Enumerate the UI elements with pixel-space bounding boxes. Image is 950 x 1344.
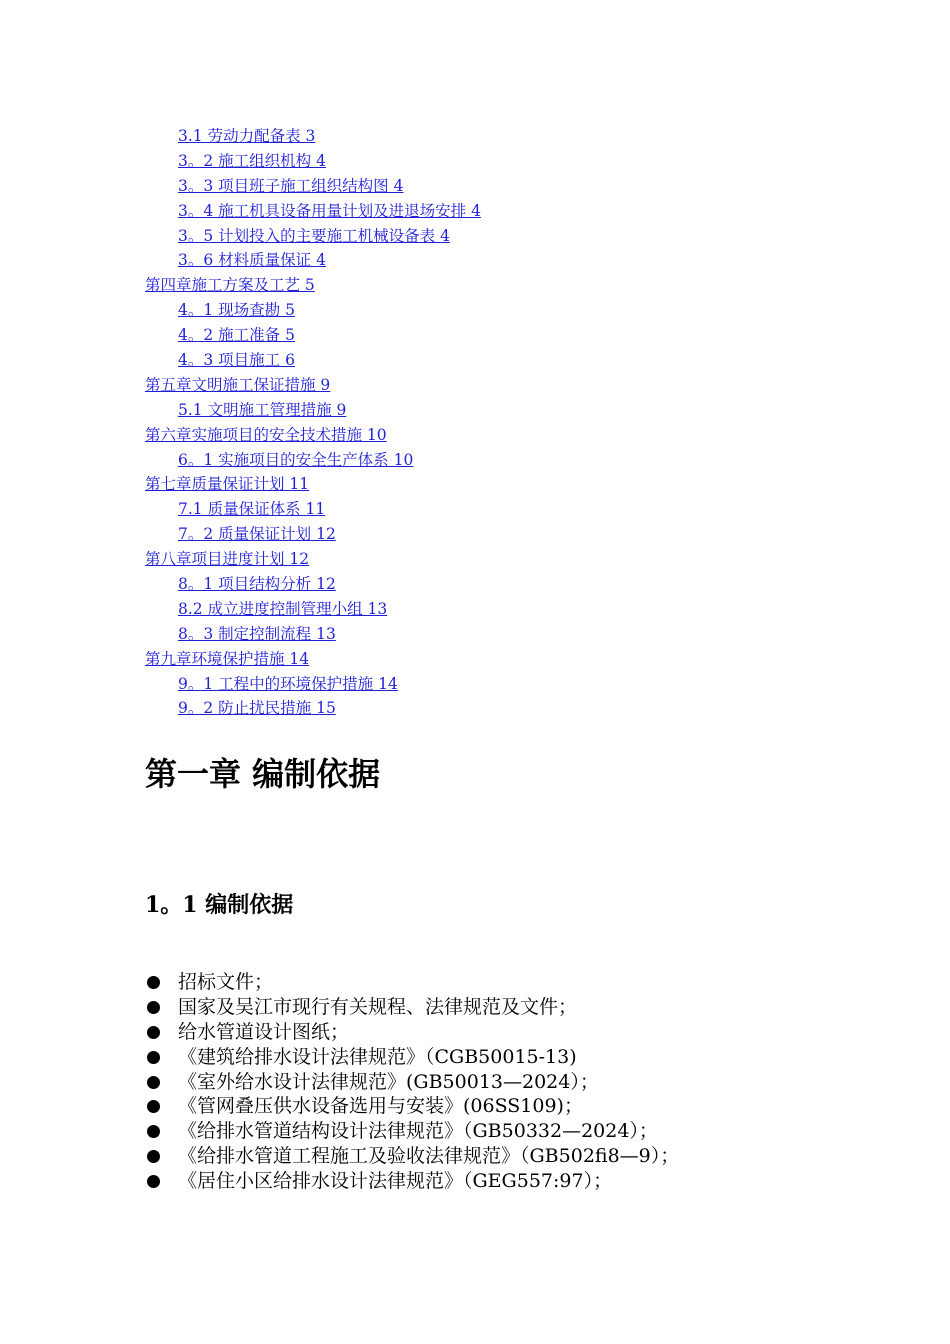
list-item — [145, 1045, 679, 1070]
toc-entry — [145, 647, 865, 672]
toc-section-link[interactable]: 4。1 现场查勘 5 — [178, 301, 295, 320]
bullet-icon — [147, 1076, 160, 1089]
toc-entry — [145, 149, 865, 174]
list-item — [145, 1020, 679, 1045]
list-item-text: 《给排水管道结构设计法律规范》（GB50332—2024）； — [178, 1120, 658, 1143]
bullet-icon — [147, 1175, 160, 1188]
list-item — [145, 970, 679, 995]
list-item-text: 《室外给水设计法律规范》(GB50013—2024）； — [178, 1070, 599, 1093]
bullet-icon — [147, 1125, 160, 1138]
list-item — [145, 1070, 679, 1095]
list-item — [145, 1119, 679, 1144]
toc-entry — [145, 622, 865, 647]
toc-entry — [145, 423, 865, 448]
toc-chapter-link[interactable]: 第四章施工方案及工艺 5 — [145, 276, 315, 295]
toc-entry — [145, 298, 865, 323]
toc-section-link[interactable]: 3.1 劳动力配备表 3 — [178, 127, 316, 145]
basis-list — [145, 970, 679, 1194]
toc-entry — [145, 597, 865, 622]
toc-chapter-link[interactable]: 第七章质量保证计划 11 — [145, 475, 310, 494]
toc-section-link[interactable]: 3。4 施工机具设备用量计划及进退场安排 4 — [178, 201, 481, 220]
toc-entry — [145, 472, 865, 497]
bullet-icon — [147, 1026, 160, 1039]
toc-section-link[interactable]: 8。3 制定控制流程 13 — [178, 624, 336, 643]
list-item-text: 《给排水管道工程施工及验收法律规范》（GB502fi8—9）； — [178, 1145, 680, 1168]
bullet-icon — [147, 1051, 160, 1064]
toc-entry — [145, 323, 865, 348]
toc-section-link[interactable]: 6。1 实施项目的安全生产体系 10 — [178, 450, 414, 469]
chapter-title: 第一章 编制依据 — [145, 755, 381, 793]
list-item-text: 《管网叠压供水设备选用与安装》(06SS109)； — [178, 1095, 583, 1118]
toc-section-link[interactable]: 4。2 施工准备 5 — [178, 326, 295, 345]
toc-section-link[interactable]: 7.1 质量保证体系 11 — [178, 500, 326, 519]
list-item-text: 国家及吴江市现行有关规程、法律规范及文件； — [178, 995, 578, 1018]
toc-entry — [145, 696, 865, 721]
table-of-contents — [145, 124, 865, 721]
toc-entry — [145, 373, 865, 398]
toc-section-link[interactable]: 3。3 项目班子施工组织结构图 4 — [178, 176, 404, 195]
list-item-text: 《建筑给排水设计法律规范》（CGB50015-13) — [178, 1045, 577, 1068]
toc-entry — [145, 672, 865, 697]
bullet-icon — [147, 1100, 160, 1113]
bullet-icon — [147, 1001, 160, 1014]
toc-entry — [145, 224, 865, 249]
toc-entry — [145, 497, 865, 522]
toc-section-link[interactable]: 9。2 防止扰民措施 15 — [178, 699, 336, 718]
toc-entry — [145, 348, 865, 373]
bullet-icon — [147, 976, 160, 989]
toc-section-link[interactable]: 3。6 材料质量保证 4 — [178, 251, 326, 270]
list-item — [145, 1169, 679, 1194]
toc-section-link[interactable]: 4。3 项目施工 6 — [178, 351, 295, 370]
toc-chapter-link[interactable]: 第八章项目进度计划 12 — [145, 550, 310, 569]
toc-entry — [145, 547, 865, 572]
toc-section-link[interactable]: 9。1 工程中的环境保护措施 14 — [178, 674, 398, 693]
toc-section-link[interactable]: 5.1 文明施工管理措施 9 — [178, 400, 347, 419]
list-item — [145, 1144, 679, 1169]
toc-section-link[interactable]: 3。2 施工组织机构 4 — [178, 151, 326, 170]
toc-chapter-link[interactable]: 第五章文明施工保证措施 9 — [145, 375, 331, 394]
toc-entry — [145, 522, 865, 547]
list-item-text: 《居住小区给排水设计法律规范》（GEG557:97）； — [178, 1170, 613, 1193]
toc-entry — [145, 248, 865, 273]
list-item-text: 给水管道设计图纸； — [178, 1020, 350, 1043]
toc-entry — [145, 398, 865, 423]
toc-chapter-link[interactable]: 第九章环境保护措施 14 — [145, 649, 310, 668]
toc-entry — [145, 174, 865, 199]
section-title: 1。1 编制依据 — [145, 892, 294, 918]
list-item — [145, 1094, 679, 1119]
toc-chapter-link[interactable]: 第六章实施项目的安全技术措施 10 — [145, 425, 387, 444]
bullet-icon — [147, 1150, 160, 1163]
list-item-text: 招标文件； — [178, 971, 274, 993]
toc-entry — [145, 124, 865, 149]
toc-section-link[interactable]: 8。1 项目结构分析 12 — [178, 575, 336, 594]
toc-entry — [145, 448, 865, 473]
list-item — [145, 995, 679, 1020]
toc-entry — [145, 199, 865, 224]
toc-entry — [145, 572, 865, 597]
toc-section-link[interactable]: 8.2 成立进度控制管理小组 13 — [178, 599, 388, 618]
toc-section-link[interactable]: 3。5 计划投入的主要施工机械设备表 4 — [178, 226, 450, 245]
toc-section-link[interactable]: 7。2 质量保证计划 12 — [178, 525, 336, 544]
toc-entry — [145, 273, 865, 298]
